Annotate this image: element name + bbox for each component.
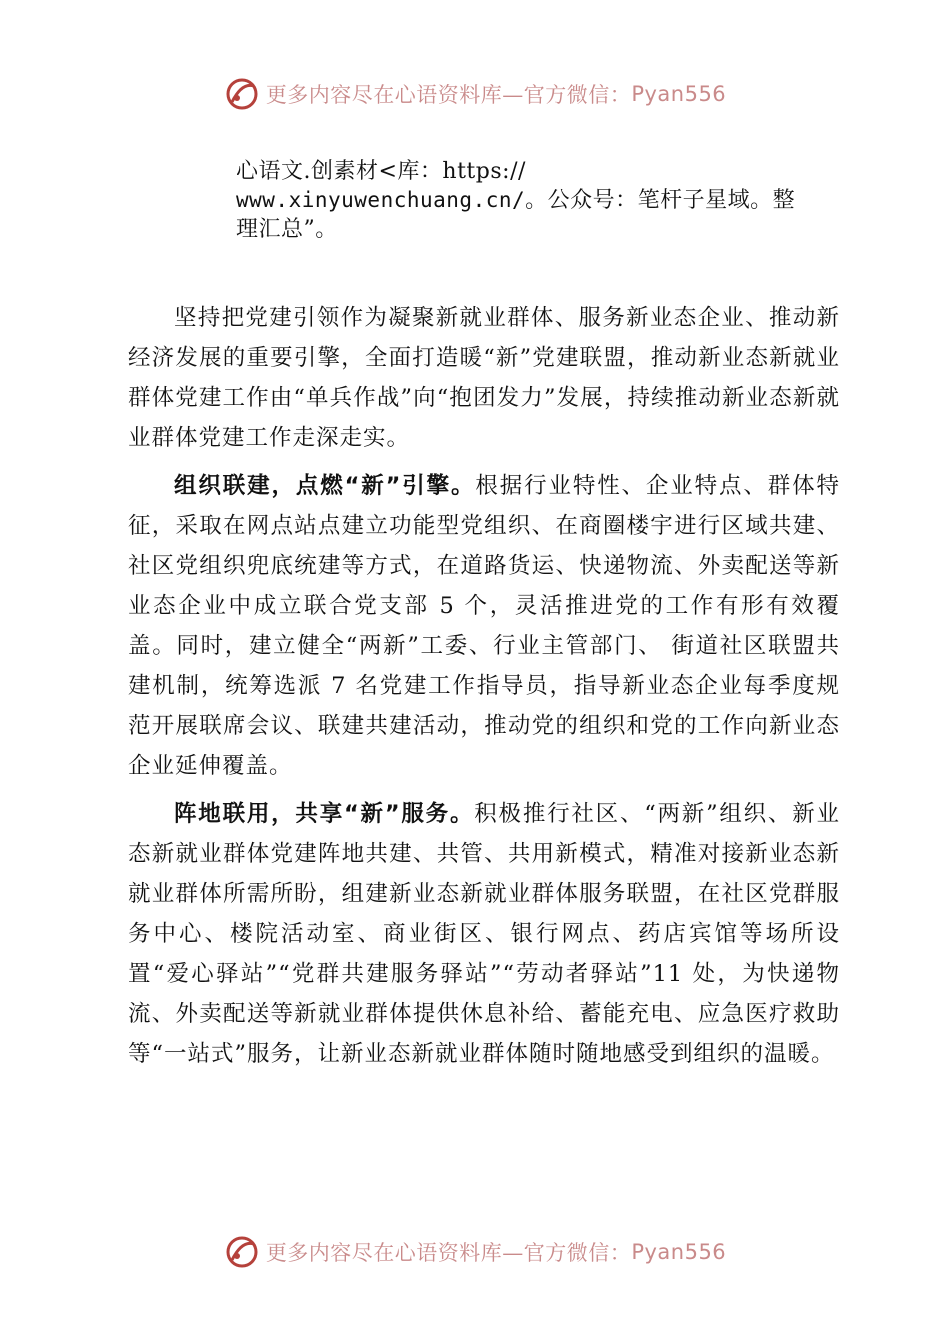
paragraph-venue	[128, 794, 840, 1074]
banner-text: 更多内容尽在心语资料库—官方微信：	[265, 83, 632, 107]
paragraph-organization-text: 根据行业特性、企业特点、群体特征，采取在网点站点建立功能型党组织、在商圈楼宇进行区域共建、社区党组织兜底统建等方式，在道路货运、快递物流、外卖配送等新业态企业中成立联合党支部 5 个，灵活推进党的工作有形有效覆盖。同时，建立健全“两新”工委、行业主管部门、 街道社区联盟共建机制，统筹选派 7 名党建工作指导员，指导新业态企业每季度规范开展联席会议、联建共建活动，推动党的组织和党的工作向新业态企业延伸覆盖。	[128, 473, 840, 779]
paragraph-venue-heading: 阵地联用，共享“新”服务。	[174, 801, 475, 827]
header-banner	[0, 72, 950, 116]
paragraph-organization-heading: 组织联建，点燃“新”引擎。	[174, 473, 476, 499]
source-note-line-1: 心语文.创素材<库：https://	[236, 159, 526, 184]
banner-text: 更多内容尽在心语资料库—官方微信：	[265, 1241, 632, 1265]
source-note	[236, 157, 836, 244]
paragraph-venue-text: 积极推行社区、“两新”组织、新业态新就业群体党建阵地共建、共管、共用新模式，精准对接新业态新就业群体所需所盼，组建新业态新就业群体服务联盟，在社区党群服务中心、楼院活动室、商业街区、银行网点、药店宾馆等场所设置“爱心驿站”“党群共建服务驿站”“劳动者驿站”11 处，为快递物流、外卖配送等新就业群体提供休息补给、蓄能充电、应急医疗救助等“一站式”服务，让新业态新就业群体随时随地感受到组织的温暖。	[128, 801, 840, 1067]
banner-wechat-id: Pyan556	[631, 82, 727, 106]
source-note-line-3: 理汇总”。	[236, 217, 338, 242]
paragraph-intro: 坚持把党建引领作为凝聚新就业群体、服务新业态企业、推动新经济发展的重要引擎，全面打造暖“新”党建联盟，推动新业态新就业群体党建工作由“单兵作战”向“抱团发力”发展，持续推动新业态新就业群体党建工作走深走实。	[128, 305, 840, 451]
source-note-line-2	[236, 186, 836, 215]
brush-logo-icon	[224, 76, 260, 112]
footer-banner	[0, 1230, 950, 1274]
source-url: www.xinyuwenchuang.cn/	[236, 188, 526, 212]
source-note-line-2-rest: 。公众号：笔杆子星域。整	[525, 188, 796, 213]
banner-wechat-id: Pyan556	[631, 1240, 727, 1264]
brush-logo-icon	[224, 1234, 260, 1270]
paragraph-organization	[128, 466, 840, 786]
article-body	[128, 298, 840, 1082]
